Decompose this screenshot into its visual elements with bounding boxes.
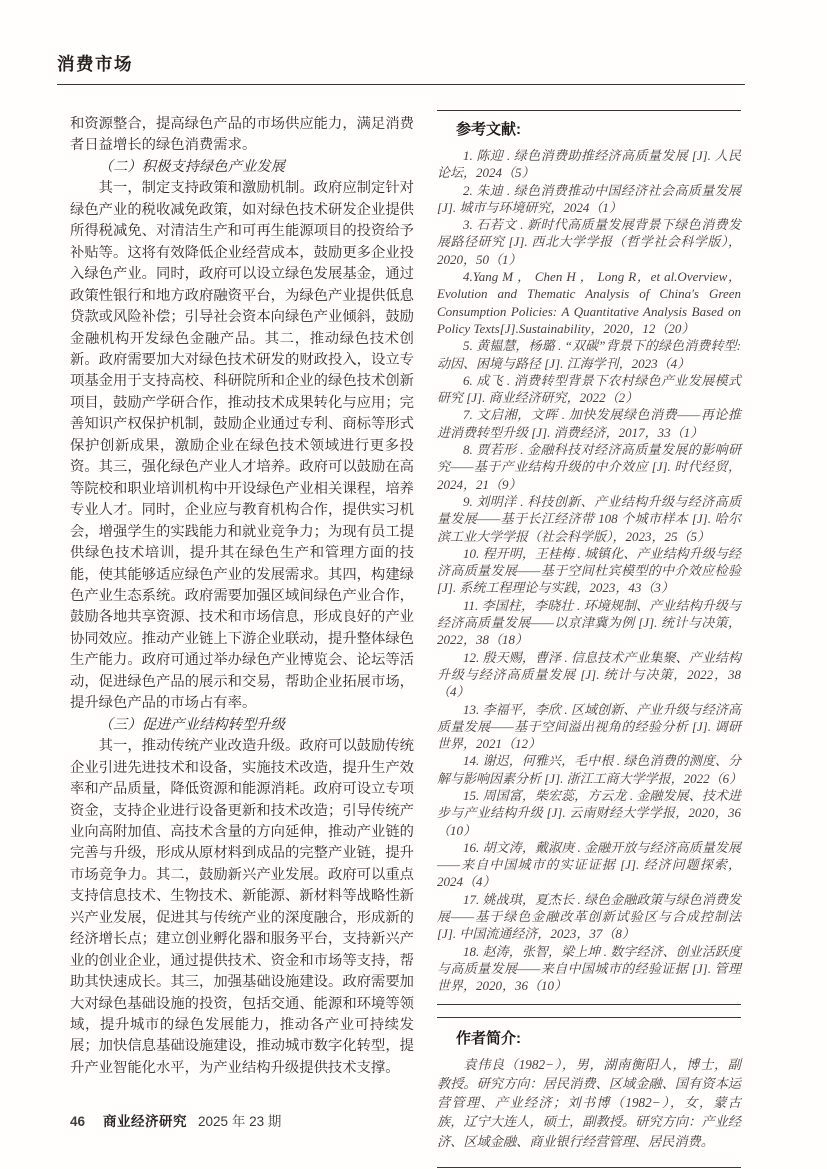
references-list xyxy=(437,147,741,995)
reference-item: 14. 谢迟，何雅兴，毛中根 . 绿色消费的测度、分解与影响因素分析 [J]. 浙江工商大学学报，2022（6） xyxy=(437,753,743,786)
section-label: 消费市场 xyxy=(57,54,133,74)
reference-item: 12. 殷天赐，曹泽 . 信息技术产业集聚、产业结构升级与经济高质量发展 [J]. 统计与决策，2022，38（4） xyxy=(437,649,741,700)
author-bio-text: 袁伟良（1982−），男，湖南衡阳人，博士，副教授。研究方向：居民消费、区域金融、国有资本运营管理、产业经济；刘书博（1982−），女，蒙古族，辽宁大连人，硕士，副教授。研究方向：产业经济、区域金融、商业银行经营管理、居民消费。 xyxy=(437,1056,741,1149)
reference-item: 3. 石若文 . 新时代高质量发展背景下绿色消费发展路径研究 [J]. 西北大学学报（哲学社会科学版），2020，50（1） xyxy=(437,217,741,267)
article-paragraph: 其一，制定支持政策和激励机制。政府应制定针对绿色产业的税收减免政策，如对绿色技术研发企业提供所得税减免、对清洁生产和可再生能源项目的投资给予补贴等。这将有效降低企业经营成本，鼓励更多企业投入绿色产业。同时，政府可以设立绿色发展基金，通过政策性银行和地方政府融资平台，为绿色产业提供低息贷款或风险补偿；引导社会资本向绿色产业倾斜，鼓励金融机构开发绿色金融产品。其二，推动绿色技术创新。政府需要加大对绿色技术研发的财政投入，设立专项基金用于支持高校、科研院所和企业的绿色技术创新项目，鼓励产学研合作，推动技术成果转化与应用；完善知识产权保护机制，鼓励企业通过专利、商标等形式保护创新成果，激励企业在绿色技术领域进行更多投资。其三，强化绿色产业人才培养。政府可以鼓励在高等院校和职业培训机构中开设绿色产业相关课程，培养专业人才。同时，企业应与教育机构合作，提供实习机会，增强学生的实践能力和就业竞争力；为现有员工提供绿色技术培训，提升其在绿色生产和管理方面的技能，使其能够适应绿色产业的发展需求。其四，构建绿色产业生态系统。政府需要加强区域间绿色产业合作，鼓励各地共享资源、技术和市场信息，形成良好的产业协同效应。推动产业链上下游企业联动，提升整体绿色生产能力。政府可通过举办绿色产业博览会、论坛等活动，促进绿色产品的展示和交易，帮助企业拓展市场，提升绿色产品的市场占有率。 xyxy=(70,180,414,712)
article-subheading-3: （三）促进产业结构转型升级 xyxy=(98,716,285,733)
reference-item: 16. 胡文涛，戴淑庚 . 金融开放与经济高质量发展——来自中国城市的实证证据 [J]. 经济问题探索，2024（4） xyxy=(437,839,741,890)
reference-item: 1. 陈迎 . 绿色消费助推经济高质量发展 [J]. 人民论坛，2024（5） xyxy=(437,148,741,181)
reference-item: 18. 赵涛，张智，梁上坤 . 数字经济、创业活跃度与高质量发展——来自中国城市的经验证据 [J]. 管理世界，2020，36（10） xyxy=(437,943,741,994)
reference-item: 7. 文启湘，文晖 . 加快发展绿色消费——再论推进消费转型升级 [J]. 消费经济，2017，33（1） xyxy=(437,407,741,440)
reference-item: 9. 刘明洋 . 科技创新、产业结构升级与经济高质量发展——基于长江经济带 108 个城市样本 [J]. 哈尔滨工业大学学报（社会科学版），2023，25（5） xyxy=(437,493,741,544)
author-bio-bottom-rule xyxy=(437,1167,741,1168)
references-top-rule xyxy=(437,110,741,111)
reference-item: 4.Yang M ， Chen H ， Long R，et al.Overview，Evolution and Thematic Analysis of China's Green Consumption Policies: A Quantitative Analysis Based on Policy Texts[J].Sustainability，2020，12（20） xyxy=(437,269,741,336)
reference-item: 17. 姚战琪，夏杰长 . 绿色金融政策与绿色消费发展——基于绿色金融改革创新试验区与合成控制法 [J]. 中国流通经济，2023，37（8） xyxy=(437,891,741,942)
reference-item: 10. 程开明，王桂梅 . 城镇化、产业结构升级与经济高质量发展——基于空间杜宾模型的中介效应检验 [J]. 系统工程理论与实践，2023，43（3） xyxy=(437,545,741,596)
reference-item: 2. 朱迪 . 绿色消费推动中国经济社会高质量发展 [J]. 城市与环境研究，2024（1） xyxy=(437,182,741,215)
article-paragraph: 其一，推动传统产业改造升级。政府可以鼓励传统企业引进先进技术和设备，实施技术改造，提升生产效率和产品质量，降低资源和能源消耗。政府可设立专项资金，支持企业进行设备更新和技术改造；引导传统产业向高附加值、高技术含量的方向延伸，推动产业链的完善与升级，形成从原材料到成品的完整产业链，提升市场竞争力。其二，鼓励新兴产业发展。政府可以重点支持信息技术、生物技术、新能源、新材料等战略性新兴产业发展，促进其与传统产业的深度融合，形成新的经济增长点；建立创业孵化器和服务平台，支持新兴产业的创业企业，通过提供技术、资金和市场等支持，帮助其快速成长。其三，加强基础设施建设。政府需要加大对绿色基础设施的投资，包括交通、能源和环境等领域，提升城市的绿色发展能力，推动各产业可持续发展；加快信息基础设施建设，推动城市数字化转型，提升产业智能化水平，为产业结构升级提供技术支撑。 xyxy=(70,738,414,1076)
article-subheading-2: （二）积极支持绿色产业发展 xyxy=(98,158,285,175)
reference-item: 11. 李国柱，李晓壮 . 环境规制、产业结构升级与经济高质量发展——以京津冀为例 [J]. 统计与决策，2022，38（18） xyxy=(437,597,741,648)
issue-label: 2025 年 23 期 xyxy=(198,1114,282,1129)
author-bio-separator-rule xyxy=(437,1004,741,1018)
reference-item: 5. 黄韫慧，杨璐 . “双碳”背景下的绿色消费转型: 动因、困境与路径 [J]. 江海学刊，2023（4） xyxy=(437,338,741,371)
references-column xyxy=(437,110,741,1168)
reference-item: 6. 成飞 . 消费转型背景下农村绿色产业发展模式研究 [J]. 商业经济研究，2022（2） xyxy=(437,372,741,406)
article-paragraph-continuation: 和资源整合，提高绿色产品的市场供应能力，满足消费者日益增长的绿色消费需求。 xyxy=(70,116,414,154)
article-body xyxy=(70,114,414,1079)
header-rule xyxy=(57,84,745,85)
reference-item: 13. 李福平，李欣 . 区域创新、产业升级与经济高质量发展——基于空间溢出视角的经验分析 [J]. 调研世界，2021（12） xyxy=(437,701,741,752)
journal-name: 商业经济研究 xyxy=(103,1114,188,1129)
references-heading: 参考文献: xyxy=(456,121,521,138)
reference-item: 15. 周国富，柴宏蕊，方云龙 . 金融发展、技术进步与产业结构升级 [J]. 云南财经大学学报，2020，36（10） xyxy=(437,787,741,838)
author-bio-heading: 作者简介: xyxy=(456,1029,521,1047)
page-footer xyxy=(70,1110,281,1130)
reference-item: 8. 贾若形 . 金融科技对经济高质量发展的影响研究——基于产业结构升级的中介效应 [J]. 时代经贸，2024，21（9） xyxy=(437,442,741,492)
page-number: 46 xyxy=(70,1114,86,1129)
